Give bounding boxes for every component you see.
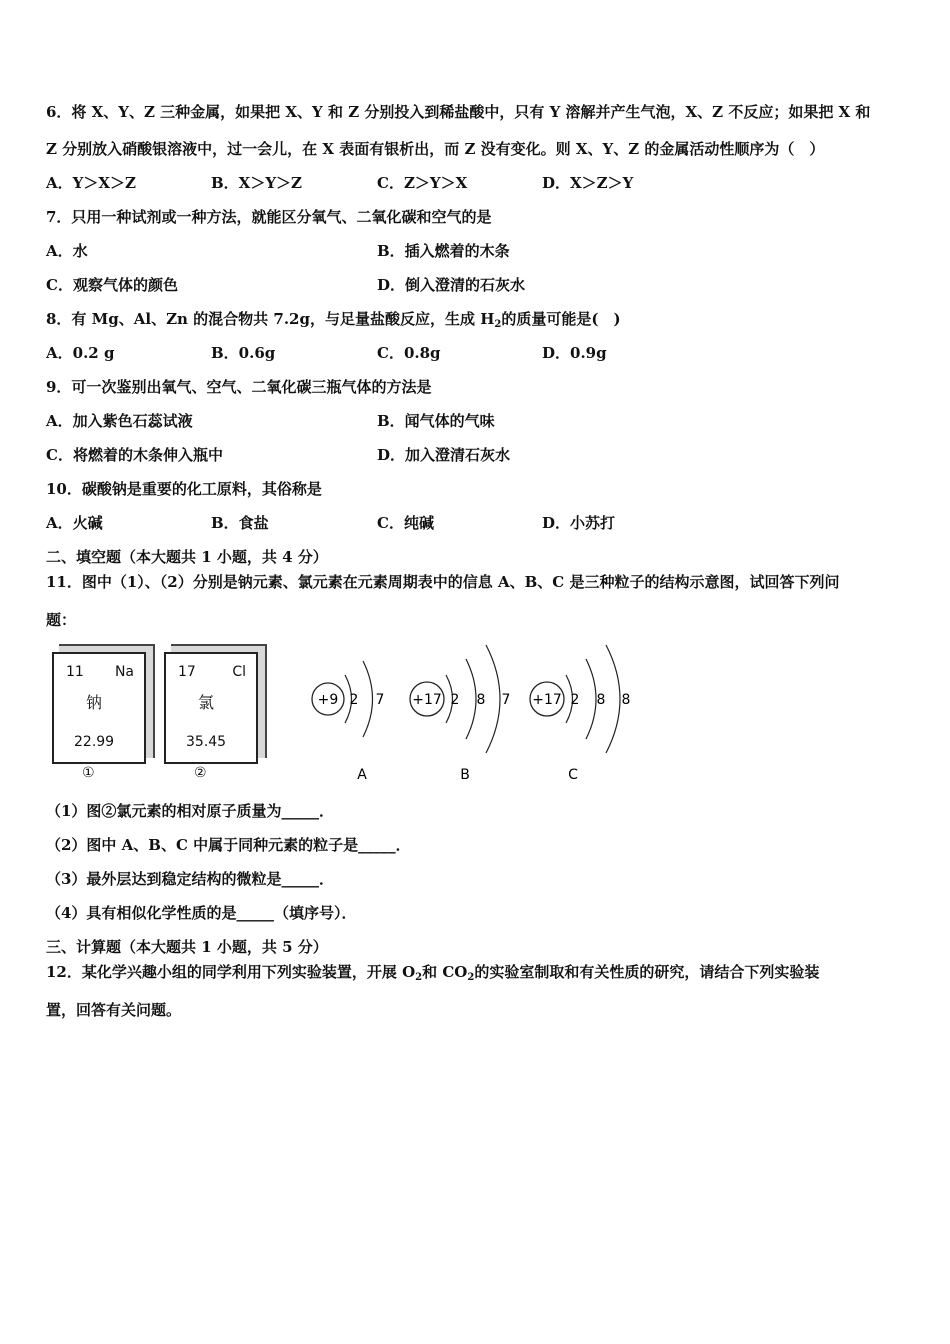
q6-option-b: B．X＞Y＞Z [211, 174, 302, 192]
q12-stem-line2: 置，回答有关问题。 [46, 1001, 182, 1019]
q11-sub-1: （1）图②氯元素的相对原子质量为_____． [46, 802, 334, 820]
q8-option-d: D．0.9g [542, 344, 607, 362]
q10-option-d: D．小苏打 [542, 514, 616, 532]
particle-c-label: C [568, 767, 578, 783]
particle-c-shell-3-electrons: 8 [621, 692, 631, 708]
q7-option-a: A．水 [46, 242, 88, 260]
q11-stem-line2: 题： [46, 611, 77, 629]
q6-stem-line2: Z 分别放入硝酸银溶液中，过一会儿，在 X 表面有银析出，而 Z 没有变化。则 X、Y、Z 的金属活动性顺序为（ ） [46, 140, 825, 158]
section-3-heading: 三、计算题（本大题共 1 小题，共 5 分） [46, 938, 328, 956]
q10-option-b: B．食盐 [211, 514, 269, 532]
q11-stem-line1: 11．图中（1）、（2）分别是钠元素、氯元素在元素周期表中的信息 A、B、C 是三种粒子的结构示意图，试回答下列问 [46, 573, 840, 591]
q9-option-d: D．加入澄清石灰水 [377, 446, 511, 464]
particle-b-shell-2-electrons: 8 [476, 692, 486, 708]
particle-b-shell-2 [466, 659, 476, 739]
chlorine-atomic-mass: 35.45 [186, 734, 227, 750]
q11-sub-3: （3）最外层达到稳定结构的微粒是_____． [46, 870, 334, 888]
q8-option-a: A．0.2 g [46, 344, 115, 362]
q12-o2-subscript: 2 [415, 972, 423, 983]
q11-sub-2: （2）图中 A、B、C 中属于同种元素的粒子是_____． [46, 836, 411, 854]
q8-stem-tail: 的质量可能是( ) [501, 310, 621, 328]
q12-co2-subscript: 2 [467, 972, 475, 983]
sodium-atomic-number: 11 [66, 664, 84, 680]
q7-option-c: C．观察气体的颜色 [46, 276, 178, 294]
q8-h2-subscript: 2 [494, 319, 502, 330]
particle-b-shell-3 [486, 645, 500, 753]
card-caption-2: ② [194, 765, 207, 781]
particle-b-label: B [460, 767, 470, 783]
particle-a [312, 661, 384, 783]
chlorine-name: 氯 [198, 693, 215, 712]
sodium-name: 钠 [86, 693, 103, 712]
q8-stem-text: 8．有 Mg、Al、Zn 的混合物共 7.2g，与足量盐酸反应，生成 H [46, 310, 495, 328]
q7-option-d: D．倒入澄清的石灰水 [377, 276, 526, 294]
q10-stem: 10．碳酸钠是重要的化工原料，其俗称是 [46, 480, 322, 498]
particle-c-shell-2-electrons: 8 [596, 692, 606, 708]
q12-text-b: 和 CO [422, 963, 468, 981]
particle-c-nucleus: +17 [532, 692, 562, 708]
q10-option-c: C．纯碱 [377, 514, 434, 532]
q9-option-c: C．将燃着的木条伸入瓶中 [46, 446, 223, 464]
particle-diagrams [300, 635, 660, 795]
chlorine-symbol: Cl [232, 664, 246, 680]
q6-stem-line1: 6．将 X、Y、Z 三种金属，如果把 X、Y 和 Z 分别投入到稀盐酸中，只有 Y 溶解并产生气泡，X、Z 不反应；如果把 X 和 [46, 103, 871, 121]
q8-stem [46, 309, 621, 335]
q11-sub-4: （4）具有相似化学性质的是_____（填序号）． [46, 904, 357, 922]
q9-stem: 9．可一次鉴别出氧气、空气、二氧化碳三瓶气体的方法是 [46, 378, 432, 396]
q6-option-c: C．Z＞Y＞X [377, 174, 468, 192]
particle-b-nucleus: +17 [412, 692, 442, 708]
particle-b [410, 645, 510, 783]
q12-text-a: 12．某化学兴趣小组的同学利用下列实验装置，开展 O [46, 963, 416, 981]
card-caption-1: ① [82, 765, 95, 781]
particle-c-shell-2 [586, 659, 596, 739]
q8-option-b: B．0.6g [211, 344, 276, 362]
q9-option-b: B．闻气体的气味 [377, 412, 495, 430]
q9-option-a: A．加入紫色石蕊试液 [46, 412, 193, 430]
section-2-heading: 二、填空题（本大题共 1 小题，共 4 分） [46, 548, 328, 566]
q6-option-a: A．Y＞X＞Z [46, 174, 136, 192]
chlorine-atomic-number: 17 [178, 664, 196, 680]
particle-a-shell-1-electrons: 2 [349, 692, 359, 708]
q7-option-b: B．插入燃着的木条 [377, 242, 510, 260]
q10-option-a: A．火碱 [46, 514, 103, 532]
q8-option-c: C．0.8g [377, 344, 441, 362]
particle-c-shell-3 [606, 645, 620, 753]
q7-stem: 7．只用一种试剂或一种方法，就能区分氧气、二氧化碳和空气的是 [46, 208, 492, 226]
particle-a-shell-2 [363, 661, 373, 737]
sodium-symbol: Na [114, 664, 134, 680]
particle-c-shell-1-electrons: 2 [570, 692, 580, 708]
q6-option-d: D．X＞Z＞Y [542, 174, 634, 192]
sodium-atomic-mass: 22.99 [74, 734, 115, 750]
q12-text-c: 的实验室制取和有关性质的研究，请结合下列实验装 [474, 963, 820, 981]
particle-a-label: A [357, 767, 367, 783]
particle-a-nucleus: +9 [317, 692, 339, 708]
particle-c [530, 645, 630, 783]
particle-a-shell-2-electrons: 7 [375, 692, 385, 708]
q12-stem-line1 [46, 962, 819, 988]
periodic-card-sodium [52, 652, 146, 764]
periodic-card-chlorine [164, 652, 258, 764]
particle-b-shell-3-electrons: 7 [501, 692, 511, 708]
particle-b-shell-1-electrons: 2 [450, 692, 460, 708]
